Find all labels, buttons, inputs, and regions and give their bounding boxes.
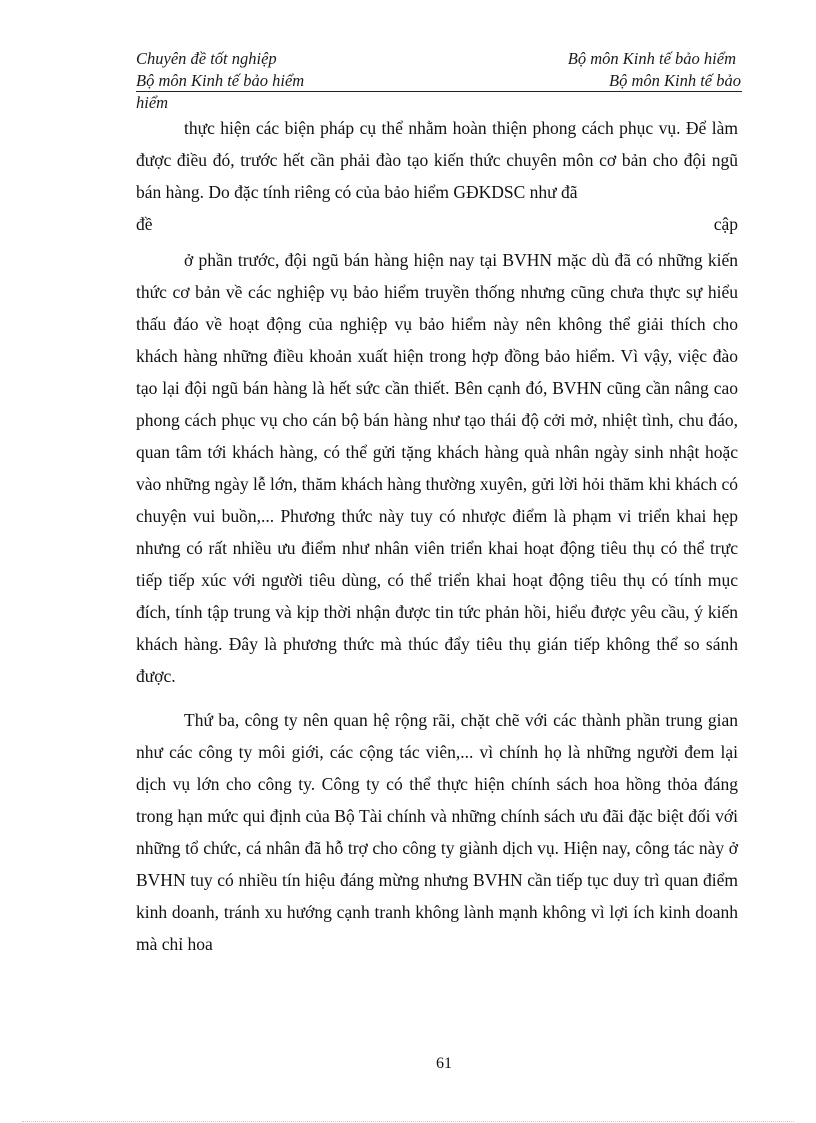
header-wrapped-word: hiểm	[136, 93, 169, 112]
stretched-word-left: đề	[136, 214, 153, 234]
stretched-word-right: cập	[713, 214, 738, 234]
document-body	[136, 112, 738, 960]
page-header	[136, 48, 744, 114]
header-row-2	[136, 70, 744, 92]
paragraph-continued: thực hiện các biện pháp cụ thể nhằm hoàn thiện phong cách phục vụ. Để làm được điều đó, trước hết cần phải đào tạo kiến thức chuyên môn cơ bản cho đội ngũ bán hàng. Do đặc tính riêng có của bảo hiểm GĐKDSC như đã	[136, 118, 738, 202]
paragraph-sales-training: ở phần trước, đội ngũ bán hàng hiện nay tại BVHN mặc dù đã có những kiến thức cơ bản về các nghiệp vụ bảo hiểm truyền thống nhưng cũng chưa thực sự hiểu thấu đáo về hoạt động của nghiệp vụ bảo hiểm này nên không thể giải thích cho khách hàng những điều khoản xuất hiện trong hợp đồng bảo hiểm. Vì vậy, việc đào tạo lại đội ngũ bán hàng là hết sức cần thiết. Bên cạnh đó, BVHN cũng cần nâng cao phong cách phục vụ cho cán bộ bán hàng như tạo thái độ cởi mở, nhiệt tình, chu đáo, quan tâm tới khách hàng, có thể gửi tặng khách hàng quà nhân ngày sinh nhật hoặc vào những ngày lễ lớn, thăm khách hàng thường xuyên, gửi lời hỏi thăm khi khách có chuyện vui buồn,... Phương thức này tuy có nhược điểm là phạm vi triển khai hẹp nhưng có rất nhiều ưu điểm như nhân viên triển khai hoạt động tiêu thụ có thể trực tiếp tiếp xúc với người tiêu dùng, có thể triển khai hoạt động tiêu thụ có tính mục đích, tính tập trung và kịp thời nhận được tin tức phản hồi, hiểu được yêu cầu, ý kiến khách hàng. Đây là phương thức mà thúc đẩy tiêu thụ gián tiếp không thể so sánh được.	[136, 250, 738, 686]
header-divider	[136, 91, 742, 92]
header-department: Bộ môn Kinh tế bảo hiểm	[567, 49, 736, 68]
header-thesis-title: Chuyên đề tốt nghiệp	[136, 49, 277, 68]
header-department-repeat-right: Bộ môn Kinh tế bảo	[609, 71, 741, 90]
header-department-repeat: Bộ môn Kinh tế bảo hiểm	[136, 71, 305, 90]
page-number: 61	[436, 1055, 452, 1072]
page-bottom-border	[22, 1121, 794, 1122]
header-row-1	[136, 48, 744, 70]
paragraph-stretched-line	[136, 208, 738, 240]
paragraph-intermediaries: Thứ ba, công ty nên quan hệ rộng rãi, chặt chẽ với các thành phần trung gian như các công ty môi giới, các cộng tác viên,... vì chính họ là những người đem lại dịch vụ lớn cho công ty. Công ty có thể thực hiện chính sách hoa hồng thỏa đáng trong hạn mức qui định của Bộ Tài chính và những chính sách ưu đãi đặc biệt đối với những tổ chức, cá nhân đã hỗ trợ cho công ty giành dịch vụ. Hiện nay, công tác này ở BVHN tuy có nhiều tín hiệu đáng mừng nhưng BVHN cần tiếp tục duy trì quan điểm kinh doanh, tránh xu hướng cạnh tranh không lành mạnh không vì lợi ích kinh doanh mà chỉ hoa	[136, 710, 738, 954]
